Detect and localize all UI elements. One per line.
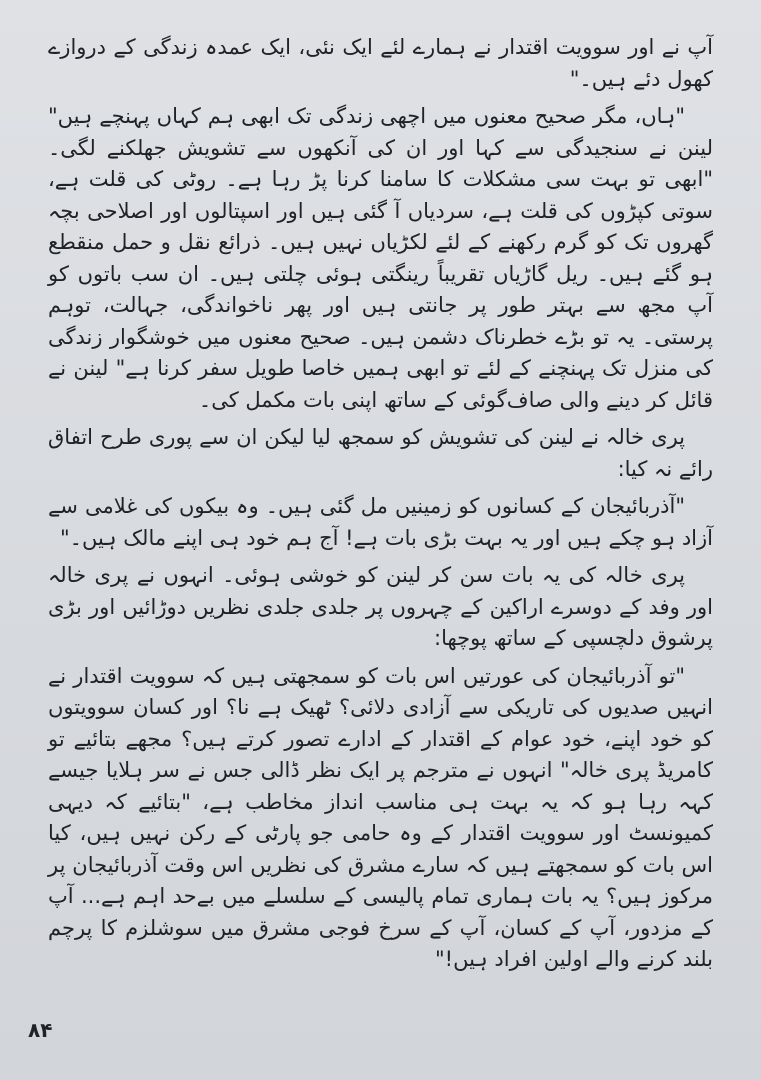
paragraph-4: "آذربائیجان کے کسانوں کو زمینیں مل گئی ہیں۔ وہ بیکوں کی غلامی سے آزاد ہو چکے ہیں اور یہ بہت بڑی بات ہے! آج ہم خود ہی اپنے مالک ہیں۔": [48, 494, 713, 550]
body-text: [48, 32, 713, 982]
paragraph-5: پری خالہ کی یہ بات سن کر لینن کو خوشی ہوئی۔ انہوں نے پری خالہ اور وفد کے دوسرے اراکین کے چہروں پر جلدی جلدی نظریں دوڑائیں اور بڑی پرشوق دلچسپی کے ساتھ پوچھا:: [48, 563, 713, 650]
paragraph-1: آپ نے اور سوویت اقتدار نے ہمارے لئے ایک نئی، ایک عمدہ زندگی کے دروازے کھول دئے ہیں۔": [48, 35, 713, 91]
paragraph-6: "تو آذربائیجان کی عورتیں اس بات کو سمجھتی ہیں کہ سوویت اقتدار نے انہیں صدیوں کی تاریکی سے آزادی دلائی؟ ٹھیک ہے نا؟ اور کسان سوویتوں کو خود اپنے، خود عوام کے اقتدار کے ادارے تصور کرتے ہیں؟ مجھے بتائیے تو کامریڈ پری خالہ" انہوں نے مترجم پر ایک نظر ڈالی جس نے سر ہلایا جیسے کہہ رہا ہو کہ یہ بہت ہی مناسب انداز مخاطب ہے، "بتائیے کہ دیہی کمیونسٹ اور سوویت اقتدار کے وہ حامی جو پارٹی کے رکن نہیں ہیں، کیا اس بات کو سمجھتے ہیں کہ سارے مشرق کی نظریں اس وقت آذربائیجان پر مرکوز ہیں؟ یہ بات ہماری تمام پالیسی کے سلسلے میں بےحد اہم ہے... آپ کے مزدور، آپ کے کسان، آپ کے سرخ فوجی مشرق میں سوشلزم کا پرچم بلند کرنے والے اولین افراد ہیں!": [48, 663, 713, 971]
paragraph-3: پری خالہ نے لینن کی تشویش کو سمجھ لیا لیکن ان سے پوری طرح اتفاق رائے نہ کیا:: [48, 425, 713, 481]
page-number: ۸۴: [28, 1018, 53, 1042]
paragraph-2: "ہاں، مگر صحیح معنوں میں اچھی زندگی تک ابھی ہم کہاں پہنچے ہیں" لینن نے سنجیدگی سے کہا اور ان کی آنکھوں سے تشویش جھلکنے لگی۔ "ابھی تو بہت سی مشکلات کا سامنا کرنا پڑ رہا ہے۔ روٹی کی قلت ہے، سوتی کپڑوں کی قلت ہے، سردیاں آ گئی ہیں اور اسپتالوں اور اصلاحی بچہ گھروں تک کو گرم رکھنے کے لئے لکڑیاں نہیں ہیں۔ ذرائع نقل و حمل منقطع ہو گئے ہیں۔ ریل گاڑیاں تقریباً رینگتی ہوئی چلتی ہیں۔ ان سب باتوں کو آپ مجھ سے بہتر طور پر جانتی ہیں اور پھر ناخواندگی، جہالت، توہم پرستی۔ یہ تو بڑے خطرناک دشمن ہیں۔ صحیح معنوں میں خوشگوار زندگی کی منزل تک پہنچنے کے لئے تو ابھی ہمیں خاصا طویل سفر کرنا ہے" لینن نے قائل کر دینے والی صاف‌گوئی کے ساتھ اپنی بات مکمل کی۔: [48, 104, 713, 412]
